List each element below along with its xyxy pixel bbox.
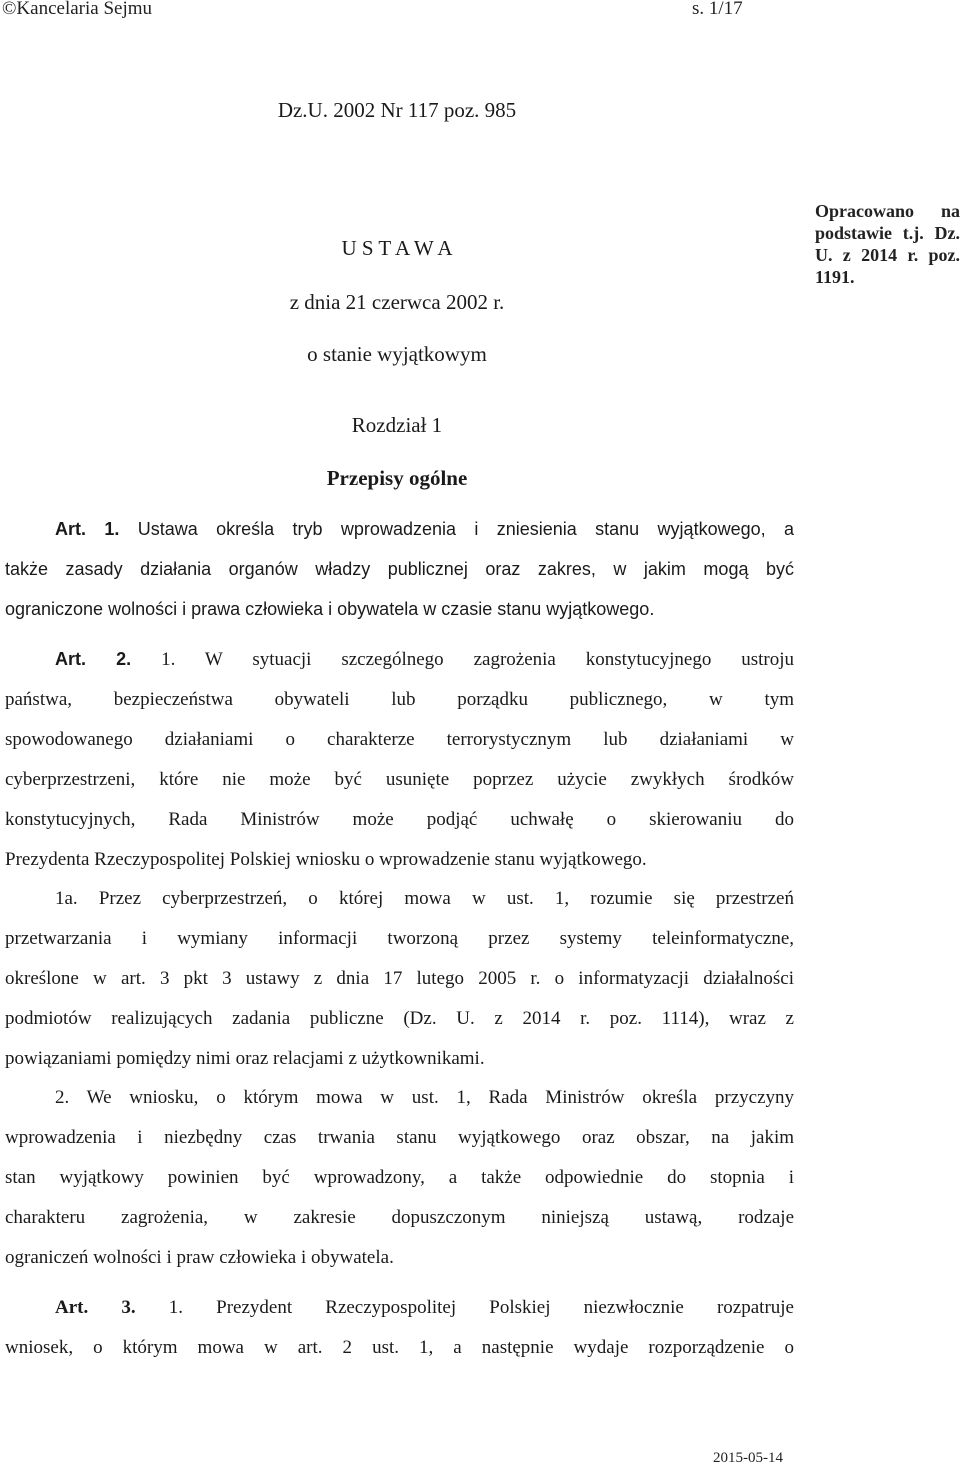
art3-line-1: Prezydent Rzeczypospolitej Polskiej niezwłocznie rozpatruje — [216, 1297, 794, 1318]
act-subject: o stanie wyjątkowym — [307, 342, 487, 366]
art2-label: Art. 2. — [55, 649, 132, 669]
art2-p1-number: 1. — [161, 649, 176, 670]
chapter-title: Przepisy ogólne — [326, 466, 468, 490]
art2-p2-line-1: 2. We wniosku, o którym mowa w ust. 1, Rada Ministrów określa przyczyny — [55, 1087, 794, 1108]
art1-label: Art. 1. — [55, 519, 120, 539]
art1-line-3: ograniczone wolności i prawa człowieka i obywatela w czasie stanu wyjątkowego. — [5, 599, 655, 619]
art2-p1a-line-1: 1a. Przez cyberprzestrzeń, o której mowa w ust. 1, rozumie się przestrzeń — [55, 888, 794, 909]
art2-p1a-line-3: określone w art. 3 pkt 3 ustawy z dnia 17 lutego 2005 r. o informatyzacji działalności — [5, 968, 794, 989]
art3-label: Art. 3. — [55, 1297, 136, 1318]
page-number: s. 1/17 — [692, 0, 743, 19]
footer-date: 2015-05-14 — [713, 1450, 783, 1466]
art2-p1-line-4: cyberprzestrzeni, które nie może być usunięte poprzez użycie zwykłych środków — [5, 769, 794, 790]
art2-p2-line-2: wprowadzenia i niezbędny czas trwania stanu wyjątkowego oraz obszar, na jakim — [5, 1127, 794, 1148]
art3-p1-number: 1. — [168, 1297, 184, 1318]
chapter-label: Rozdział 1 — [351, 413, 443, 437]
source-note: Opracowano na podstawie t.j. Dz. U. z 2014 r. poz. 1191. — [815, 201, 960, 287]
art2-p1-line-5: konstytucyjnych, Rada Ministrów może podjąć uchwałę o skierowaniu do — [5, 809, 794, 830]
art2-p1-line-3: spowodowanego działaniami o charakterze terrorystycznym lub działaniami w — [5, 729, 794, 750]
copyright-label: ©Kancelaria Sejmu — [2, 0, 153, 19]
act-title: U S T A W A — [341, 236, 453, 260]
art2-p1a-line-4: podmiotów realizujących zadania publiczne (Dz. U. z 2014 r. poz. 1114), wraz z — [5, 1008, 794, 1029]
art2-p2-line-3: stan wyjątkowy powinien być wprowadzony, a także odpowiednie do stopnia i — [5, 1167, 794, 1188]
art3-line-2: wniosek, o którym mowa w art. 2 ust. 1, a następnie wydaje rozporządzenie o — [5, 1337, 794, 1358]
art2-p1-line-2: państwa, bezpieczeństwa obywateli lub porządku publicznego, w tym — [5, 689, 794, 710]
art2-p1-line-6: Prezydenta Rzeczypospolitej Polskiej wniosku o wprowadzenie stanu wyjątkowego. — [5, 849, 647, 870]
art2-p2-line-5: ograniczeń wolności i praw człowieka i obywatela. — [5, 1247, 394, 1268]
art3-line — [55, 1297, 794, 1319]
document-reference: Dz.U. 2002 Nr 117 poz. 985 — [277, 98, 517, 122]
art2-p2-line-4: charakteru zagrożenia, w zakresie dopuszczonym niniejszą ustawą, rodzaje — [5, 1207, 794, 1228]
art2-p1-line-1: W sytuacji szczególnego zagrożenia konstytucyjnego ustroju — [204, 649, 795, 670]
art2-line — [55, 649, 794, 671]
art1-line-1: Ustawa określa tryb wprowadzenia i zniesienia stanu wyjątkowego, a — [137, 519, 794, 539]
art2-p1a-line-2: przetwarzania i wymiany informacji tworzoną przez systemy teleinformatyczne, — [5, 928, 794, 949]
art1-line-2: także zasady działania organów władzy publicznej oraz zakres, w jakim mogą być — [5, 559, 794, 579]
act-date: z dnia 21 czerwca 2002 r. — [289, 290, 505, 314]
art2-p1a-line-5: powiązaniami pomiędzy nimi oraz relacjami z użytkownikami. — [5, 1048, 485, 1069]
art1-line — [55, 519, 794, 540]
